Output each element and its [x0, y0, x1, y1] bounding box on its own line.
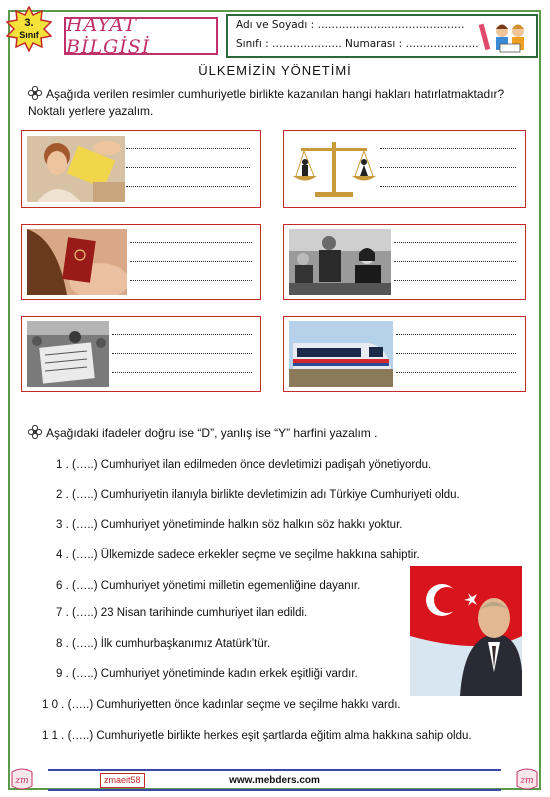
answer-blank[interactable]: (…..) — [72, 580, 98, 592]
statement-number: 9 . — [56, 668, 69, 680]
answer-blank[interactable]: (…..) — [72, 607, 98, 619]
school-classroom-photo — [289, 229, 391, 295]
answer-blank[interactable]: (…..) — [67, 699, 94, 711]
passport-photo — [27, 229, 127, 295]
answer-blank[interactable]: (…..) — [72, 489, 98, 501]
badge-star-icon — [6, 6, 52, 52]
image-box-6 — [283, 316, 526, 392]
answer-blank[interactable]: (…..) — [72, 549, 98, 561]
image-box-3 — [21, 224, 261, 300]
page-title: ÜLKEMİZİN YÖNETİMİ — [198, 63, 352, 78]
section2-instruction — [28, 425, 528, 442]
statement-9 — [56, 668, 358, 680]
image-box-1 — [21, 130, 261, 208]
statement-number: 8 . — [56, 638, 69, 650]
statement-text: Cumhuriyet ilan edilmeden önce devletimizi padişah yönetiyordu. — [100, 459, 432, 471]
subject-title: HAYAT BİLGİSİ — [64, 17, 218, 55]
statement-number: 6 . — [56, 580, 69, 592]
website-link[interactable]: www.mebders.com — [229, 775, 320, 786]
section2-instruction-text: Aşağıdaki ifadeler doğru ise “D”, yanlış ise “Y” harfini yazalım . — [46, 426, 378, 440]
footer-bar — [48, 769, 501, 791]
image-box-5 — [21, 316, 261, 392]
answer-blank[interactable]: (…..) — [72, 459, 98, 471]
class-number-field[interactable]: Sınıfı : ……………….. Numarası : ………………... — [236, 38, 479, 50]
answer-blank[interactable]: (…..) — [72, 519, 98, 531]
statement-4 — [56, 549, 420, 561]
svg-text:zm: zm — [15, 776, 29, 786]
ballot-vote-photo — [27, 136, 125, 202]
answer-blank[interactable]: (…..) — [72, 638, 98, 650]
ataturk-flag-photo — [410, 566, 522, 696]
statement-2 — [56, 489, 460, 501]
name-field[interactable]: Adı ve Soyadı : …………………………………… — [236, 19, 465, 31]
statement-text: Cumhuriyet yönetiminde kadın erkek eşitliği vardır. — [100, 668, 358, 680]
statement-7 — [56, 607, 307, 619]
statement-text: Ülkemizde sadece erkekler seçme ve seçilme hakkına sahiptir. — [100, 549, 420, 561]
statement-11 — [42, 730, 472, 742]
statement-text: Cumhuriyet yönetiminde halkın söz halkın söz hakkı yoktur. — [100, 519, 403, 531]
statement-text: Cumhuriyet yönetimi milletin egemenliğine dayanır. — [100, 580, 361, 592]
grade-label: Sınıf — [19, 30, 39, 40]
statement-text: 23 Nisan tarihinde cumhuriyet ilan edildi. — [100, 607, 308, 619]
corner-logo-right — [515, 768, 539, 790]
answer-blank[interactable]: (…..) — [67, 730, 94, 742]
image-box-2 — [283, 130, 526, 208]
grade-badge — [6, 6, 52, 52]
statement-text: Cumhuriyetle birlikte herkes eşit şartlarda eğitim alma hakkına sahip oldu. — [96, 730, 472, 742]
statement-text: Cumhuriyetten önce kadınlar seçme ve seçilme hakkı vardı. — [96, 699, 401, 711]
train-photo — [289, 321, 393, 387]
children-reading-icon — [478, 18, 530, 56]
statement-number: 7 . — [56, 607, 69, 619]
flower-bullet-icon — [28, 86, 42, 100]
statement-10 — [42, 699, 401, 711]
statement-number: 1 . — [56, 459, 69, 471]
statement-text: İlk cumhurbaşkanımız Atatürk’tür. — [100, 638, 271, 650]
statement-number: 1 1 . — [42, 730, 65, 742]
statement-1 — [56, 459, 431, 471]
statement-number: 1 0 . — [42, 699, 65, 711]
corner-logo-left — [10, 768, 34, 790]
flower-bullet-icon — [28, 425, 42, 439]
statement-number: 4 . — [56, 549, 69, 561]
statement-3 — [56, 519, 402, 531]
section1-instruction-text: Aşağıda verilen resimler cumhuriyetle birlikte kazanılan hangi hakları hatırlatmaktadır? Noktalı yerlere yazalım. — [28, 87, 505, 118]
statement-6 — [56, 580, 360, 592]
answer-blank[interactable]: (…..) — [72, 668, 98, 680]
student-info-box — [226, 14, 538, 58]
footer — [8, 768, 541, 790]
newspaper-reader-photo — [27, 321, 109, 387]
section1-instruction — [28, 86, 528, 120]
statement-text: Cumhuriyetin ilanıyla birlikte devletimizin adı Türkiye Cumhuriyeti oldu. — [100, 489, 460, 501]
worksheet-code: zmaeit58 — [100, 773, 145, 788]
statement-number: 2 . — [56, 489, 69, 501]
scales-of-justice-photo — [289, 136, 379, 202]
svg-text:zm: zm — [520, 776, 534, 786]
statement-8 — [56, 638, 270, 650]
grade-number: 3. — [24, 17, 34, 29]
statement-number: 3 . — [56, 519, 69, 531]
image-box-4 — [283, 224, 526, 300]
